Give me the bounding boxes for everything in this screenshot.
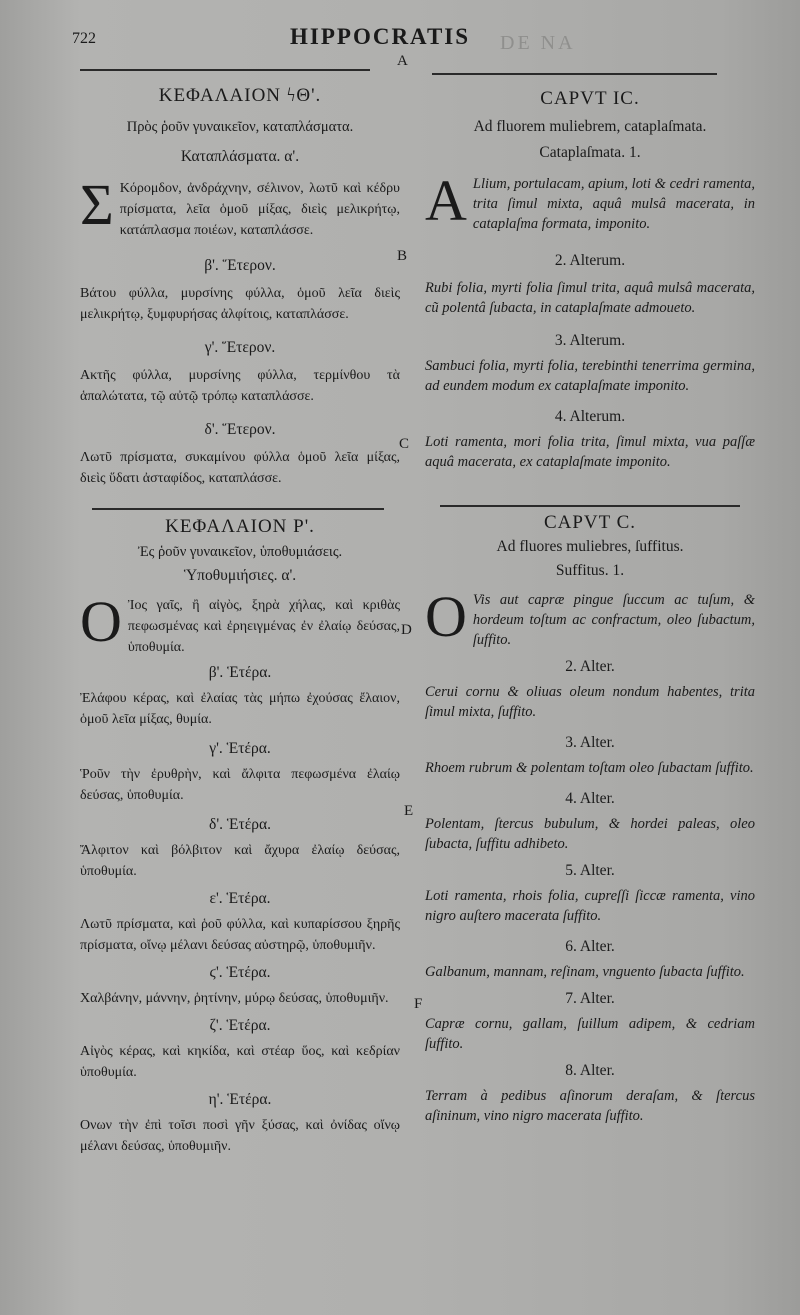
greek-section-heading: η'. Ἑτέρα. [208, 1091, 272, 1108]
greek-paragraph: Χαλβάνην, μάννην, ῥητίνην, μύρῳ δεύσας, ὑποθυμιῆν. [80, 991, 389, 1006]
margin-letter-a: A [397, 53, 408, 69]
margin-letter-d: D [401, 622, 412, 638]
latin-paragraph: Sambuci folia, myrti folia, terebinthi tenerrima germina, ad eundem modum ex cataplaſmate imponito. [425, 358, 755, 394]
greek-section-heading: γ'. Ἑτέρα. [209, 740, 271, 757]
greek-paragraph: Ο Ἰος γαῖς, ἢ αἰγὸς, ξηρὰ χήλας, καὶ κριθὰς πεφωσμένας καὶ ἐρηειγμένας ἐν ἐλαίῳ δεύσας, ὑποθυμία. [80, 589, 400, 655]
latin-section-heading: 2. Alter. [565, 658, 615, 675]
latin-chapter-title: CAPVT C. [543, 512, 637, 533]
greek-section-heading: ε'. Ἑτέρα. [209, 890, 271, 907]
greek-paragraph: Ακτῆς φύλλα, μυρσίνης φύλλα, τερμίνθου τὰ ἁπαλώτατα, τῷ αὐτῷ τρόπῳ καταπλάσσε. [80, 368, 400, 404]
latin-section-heading: Cataplaſmata. 1. [539, 144, 641, 161]
latin-chapter-subtitle: Ad fluorem muliebrem, cataplaſmata. [473, 118, 707, 135]
greek-chapter-title: ΚΕΦΑΛΑΙΟΝ ϟΘ'. [158, 85, 322, 106]
margin-letter-c: C [399, 436, 410, 452]
latin-paragraph: Loti ramenta, mori folia trita, ſimul mixta, vua paſſæ aquâ macerata, ex cataplaſmate imponito. [425, 434, 755, 470]
greek-column-2 [80, 516, 400, 1157]
latin-paragraph: Cerui cornu & oliuas oleum nondum habentes, trita ſimul mixta, ſuffito. [425, 684, 755, 720]
latin-section-heading: 6. Alter. [565, 938, 615, 955]
drop-cap: Ο [80, 589, 122, 654]
margin-letter-b: B [397, 248, 408, 264]
latin-section-heading: 2. Alterum. [554, 252, 626, 269]
greek-paragraph: Ονων τὴν ἐπὶ τοῖσι ποσὶ γῆν ξύσας, καὶ ὀνίδας οἴνῳ μέλανι δεύσας, ὑποθυμιῆν. [80, 1118, 400, 1154]
latin-paragraph: A Llium, portulacam, apium, loti & cedri ramenta, trita ſimul mixta, aquâ mulsâ macerata, in cataplaſma formata, imponito. [425, 168, 755, 233]
section-rule-left [92, 508, 384, 510]
running-head: HIPPOCRATIS [290, 24, 471, 49]
drop-cap: A [425, 168, 467, 233]
drop-cap: O [425, 584, 467, 649]
greek-paragraph: Αἰγὸς κέρας, καὶ κηκίδα, καὶ στέαρ ὕος, καὶ κεδρίαν ὑποθυμία. [80, 1044, 400, 1080]
latin-section-heading: 3. Alterum. [554, 332, 626, 349]
latin-paragraph: Capræ cornu, gallam, ſuillum adipem, & cedriam ſuffito. [425, 1016, 755, 1052]
header-rule-left [80, 69, 370, 71]
latin-section-heading: Suffitus. 1. [555, 562, 625, 579]
bleed-through-text: DE NA [500, 32, 576, 54]
greek-paragraph: Σ Κόρομδον, ἀνδράχνην, σέλινον, λωτῦ καὶ κέδρυ πρίσματα, λεῖα ὁμοῦ μίξας, διεὶς μελικρήτῳ, κατάπλασμα ποιέων, καταπλάσσε. [80, 172, 400, 238]
greek-chapter-subtitle: Πρὸς ῥοῦν γυναικεῖον, καταπλάσματα. [126, 119, 354, 135]
greek-section-heading: ζ'. Ἑτέρα. [209, 1017, 271, 1034]
latin-chapter-title: CAPVT IC. [540, 88, 640, 109]
latin-paragraph: Polentam, ſtercus bubulum, & hordei paleas, oleo ſubacta, ſuffitu adhibeto. [425, 816, 755, 852]
greek-paragraph: Λωτῦ πρίσματα, συκαμίνου φύλλα ὁμοῦ λεῖα μίξας, διεὶς ὕδατι ἀσταφίδος, καταπλάσσε. [80, 450, 400, 486]
latin-section-heading: 4. Alter. [565, 790, 615, 807]
greek-paragraph: Ῥοῦν τὴν ἐρυθρὴν, καὶ ἄλφιτα πεφωσμένα ἐλαίῳ δεύσας, ὑποθυμία. [80, 767, 400, 803]
greek-section-heading: ϛ'. Ἑτέρα. [209, 964, 271, 981]
latin-paragraph: Terram à pedibus aſinorum deraſam, & ſtercus aſininum, vino nigro macerata ſuffito. [425, 1088, 755, 1124]
greek-section-heading: Ὑποθυμιήσιες. α'. [183, 567, 297, 584]
greek-chapter-subtitle: Ἐς ῥοῦν γυναικεῖον, ὑποθυμιάσεις. [137, 544, 343, 560]
latin-chapter-subtitle: Ad fluores muliebres, ſuffitus. [496, 538, 684, 555]
greek-section-heading: γ'. Ἕτερον. [204, 339, 276, 356]
latin-paragraph: Loti ramenta, rhois folia, cupreſſi ſiccæ ramenta, vino nigro auſtero macerata ſuffito. [425, 888, 755, 924]
margin-letter-e: E [404, 803, 414, 819]
greek-paragraph: Λωτῦ πρίσματα, καὶ ῥοῦ φύλλα, καὶ κυπαρίσσου ξηρῆς πρίσματα, οἴνῳ μέλανι δεύσας αὐστηρῷ, ὑποθυμιῆν. [80, 917, 400, 953]
latin-paragraph: Rubi folia, myrti folia ſimul trita, aquâ mulsâ macerata, cũ polentâ ſubacta, in cataplaſmate admoueto. [425, 280, 755, 316]
greek-section-heading: δ'. Ἑτέρα. [209, 816, 271, 833]
header-rule-right [432, 73, 717, 75]
latin-paragraph: O Vis aut capræ pingue ſuccum ac tuſum, & hordeum toſtum ac confractum, oleo ſubactum, ſuffito. [425, 584, 755, 649]
section-rule-right [440, 505, 740, 507]
latin-section-heading: 7. Alter. [565, 990, 615, 1007]
latin-paragraph: Galbanum, mannam, reſinam, vnguento ſubacta ſuffito. [425, 964, 745, 980]
latin-section-heading: 8. Alter. [565, 1062, 615, 1079]
greek-chapter-title: ΚΕΦΑΛΑΙΟΝ Ρ'. [165, 516, 315, 537]
greek-column [80, 85, 400, 489]
latin-paragraph: Rhoem rubrum & polentam toſtam oleo ſubactam ſuffito. [425, 760, 754, 776]
latin-section-heading: 3. Alter. [565, 734, 615, 751]
latin-column-2 [425, 512, 755, 1126]
margin-letter-f: F [414, 996, 423, 1012]
greek-section-heading: β'. Ἑτέρα. [208, 664, 272, 681]
greek-paragraph: Βάτου φύλλα, μυρσίνης φύλλα, ὁμοῦ λεῖα διεὶς μελικρήτῳ, ξυμφυρήσας ἀλφίτοις, καταπλάσσε. [80, 286, 400, 322]
latin-column [425, 88, 755, 472]
greek-paragraph: Ἐλάφου κέρας, καὶ ἐλαίας τὰς μήπω ἐχούσας ἔλαιον, ὁμοῦ λεῖα μίξας, θυμία. [80, 691, 400, 727]
greek-paragraph: Ἄλφιτον καὶ βόλβιτον καὶ ἄχυρα ἐλαίῳ δεύσας, ὑποθυμία. [80, 843, 400, 879]
drop-cap: Σ [80, 172, 114, 237]
greek-section-heading: Καταπλάσματα. α'. [180, 148, 300, 165]
greek-section-heading: δ'. Ἕτερον. [204, 421, 276, 438]
latin-section-heading: 4. Alterum. [554, 408, 626, 425]
page-number: 722 [72, 30, 96, 47]
latin-section-heading: 5. Alter. [565, 862, 615, 879]
greek-section-heading: β'. Ἕτερον. [204, 257, 276, 274]
